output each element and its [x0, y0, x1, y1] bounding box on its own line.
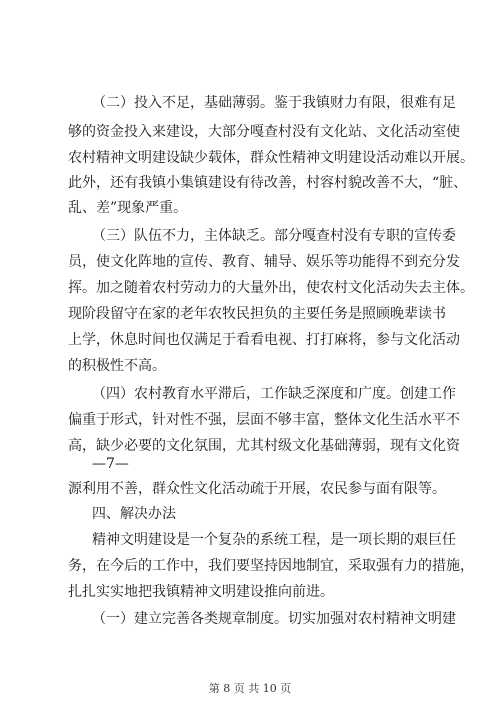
text-line: 乱、差”现象严重。 — [68, 200, 188, 216]
text-line: 上学，休息时间也仅满足于看看电视、打打麻将，参与文化活动 — [68, 332, 460, 348]
text-line: 务，在今后的工作中，我们要坚持因地制宜，采取强有力的措施， — [68, 558, 474, 574]
text-line: 精神文明建设是一个复杂的系统工程，是一项长期的艰巨任 — [92, 532, 456, 548]
text-line: 扎扎实实地把我镇精神文明建设推向前进。 — [68, 584, 334, 600]
text-line: （一）建立完善各类规章制度。切实加强对农村精神文明建 — [92, 611, 456, 627]
page-marker: —7— — [92, 456, 129, 472]
text-line: 够的资金投入来建设，大部分嘎查村没有文化站、文化活动室使 — [68, 124, 460, 140]
section-heading: 四、解决办法 — [92, 506, 176, 522]
text-line: 高，缺少必要的文化氛围，尤其村级文化基础薄弱，现有文化资 — [68, 438, 460, 454]
text-line: 农村精神文明建设缺少载体，群众性精神文明建设活动难以开展。 — [68, 150, 474, 166]
text-line: 的积极性不高。 — [68, 358, 166, 374]
page-number-footer: 第 8 页 共 10 页 — [208, 682, 292, 695]
text-line: 此外，还有我镇小集镇建设有待改善，村容村貌改善不大，“脏、 — [68, 175, 468, 191]
text-line: （二）投入不足，基础薄弱。鉴于我镇财力有限，很难有足 — [92, 95, 456, 111]
text-line: 源利用不善，群众性文化活动疏于开展，农民参与面有限等。 — [68, 481, 446, 497]
text-line: （三）队伍不力，主体缺乏。部分嘎查村没有专职的宣传委 — [92, 228, 456, 244]
text-line: 现阶段留守在家的老年农牧民担负的主要任务是照顾晚辈读书 — [68, 306, 446, 322]
text-line: 偏重于形式，针对性不强，层面不够丰富，整体文化生活水平不 — [68, 412, 460, 428]
text-line: 员，使文化阵地的宣传、教育、辅导、娱乐等功能得不到充分发 — [68, 254, 460, 270]
text-line: 挥。加之随着农村劳动力的大量外出，使农村文化活动失去主体。 — [68, 280, 474, 296]
text-line: （四）农村教育水平滞后，工作缺乏深度和广度。创建工作 — [92, 386, 456, 402]
